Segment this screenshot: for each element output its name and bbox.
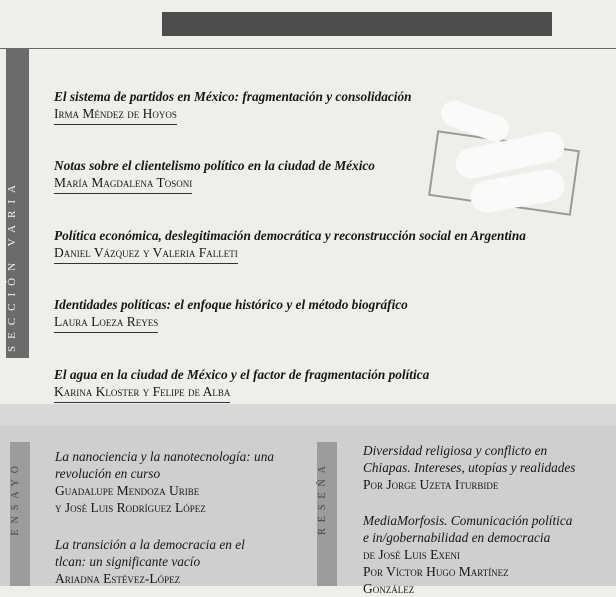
article-entry <box>54 297 408 333</box>
article-entry <box>54 89 412 125</box>
article-author: de José Luis Exeni <box>363 547 460 562</box>
article-author: Irma Méndez de Hoyos <box>54 106 177 125</box>
article-title: tlcan: un significante vacío <box>55 554 201 569</box>
section-tab-varia <box>6 48 29 358</box>
article-title: Notas sobre el clientelismo político en la ciudad de México <box>54 158 375 173</box>
divider <box>0 48 616 49</box>
section-label: RESEÑA <box>317 460 328 535</box>
article-author: Guadalupe Mendoza Uribe <box>55 483 200 498</box>
article-entry <box>54 367 429 403</box>
article-author: Por Jorge Uzeta Iturbide <box>363 477 499 492</box>
article-title: revolución en curso <box>55 466 161 481</box>
section-tab-ensayo <box>10 442 30 586</box>
article-title: La nanociencia y la nanotecnología: una <box>55 449 274 464</box>
article-title: Diversidad religiosa y conflicto en <box>363 443 548 458</box>
article-entry <box>55 448 274 516</box>
article-author: María Magdalena Tosoni <box>54 175 192 194</box>
article-entry <box>363 512 572 597</box>
article-title: Identidades políticas: el enfoque histórico y el método biográfico <box>54 297 408 312</box>
article-title: Chiapas. Intereses, utopías y realidades <box>363 460 576 475</box>
section-tab-resena <box>317 442 337 586</box>
article-title: Política económica, deslegitimación democrática y reconstrucción social en Argentina <box>54 228 526 243</box>
article-author: Ariadna Estévez-López <box>55 571 181 586</box>
article-title: MediaMorfosis. Comunicación política <box>363 513 573 528</box>
bottom-panel <box>0 404 616 596</box>
article-author: Karina Kloster y Felipe de Alba <box>54 384 230 403</box>
article-author: Daniel Vázquez y Valeria Falleti <box>54 245 238 264</box>
header-bar <box>162 12 552 36</box>
article-title: e in/gobernabilidad en democracia <box>363 530 551 545</box>
article-entry <box>363 442 575 493</box>
divider <box>0 404 616 426</box>
article-author: Laura Loeza Reyes <box>54 314 158 333</box>
article-title: El sistema de partidos en México: fragmentación y consolidación <box>54 89 412 104</box>
section-label: SECCIÓN VARIA <box>6 177 18 352</box>
article-title: El agua en la ciudad de México y el factor de fragmentación política <box>54 367 430 382</box>
article-author: González <box>363 581 415 596</box>
section-label: ENSAYO <box>10 460 21 536</box>
article-entry <box>54 158 375 194</box>
article-entry <box>54 228 526 264</box>
article-entry <box>55 536 245 587</box>
article-title: La transición a la democracia en el <box>55 537 245 552</box>
article-author: y José Luis Rodríguez López <box>55 500 206 515</box>
article-author: Por Víctor Hugo Martínez <box>363 564 509 579</box>
